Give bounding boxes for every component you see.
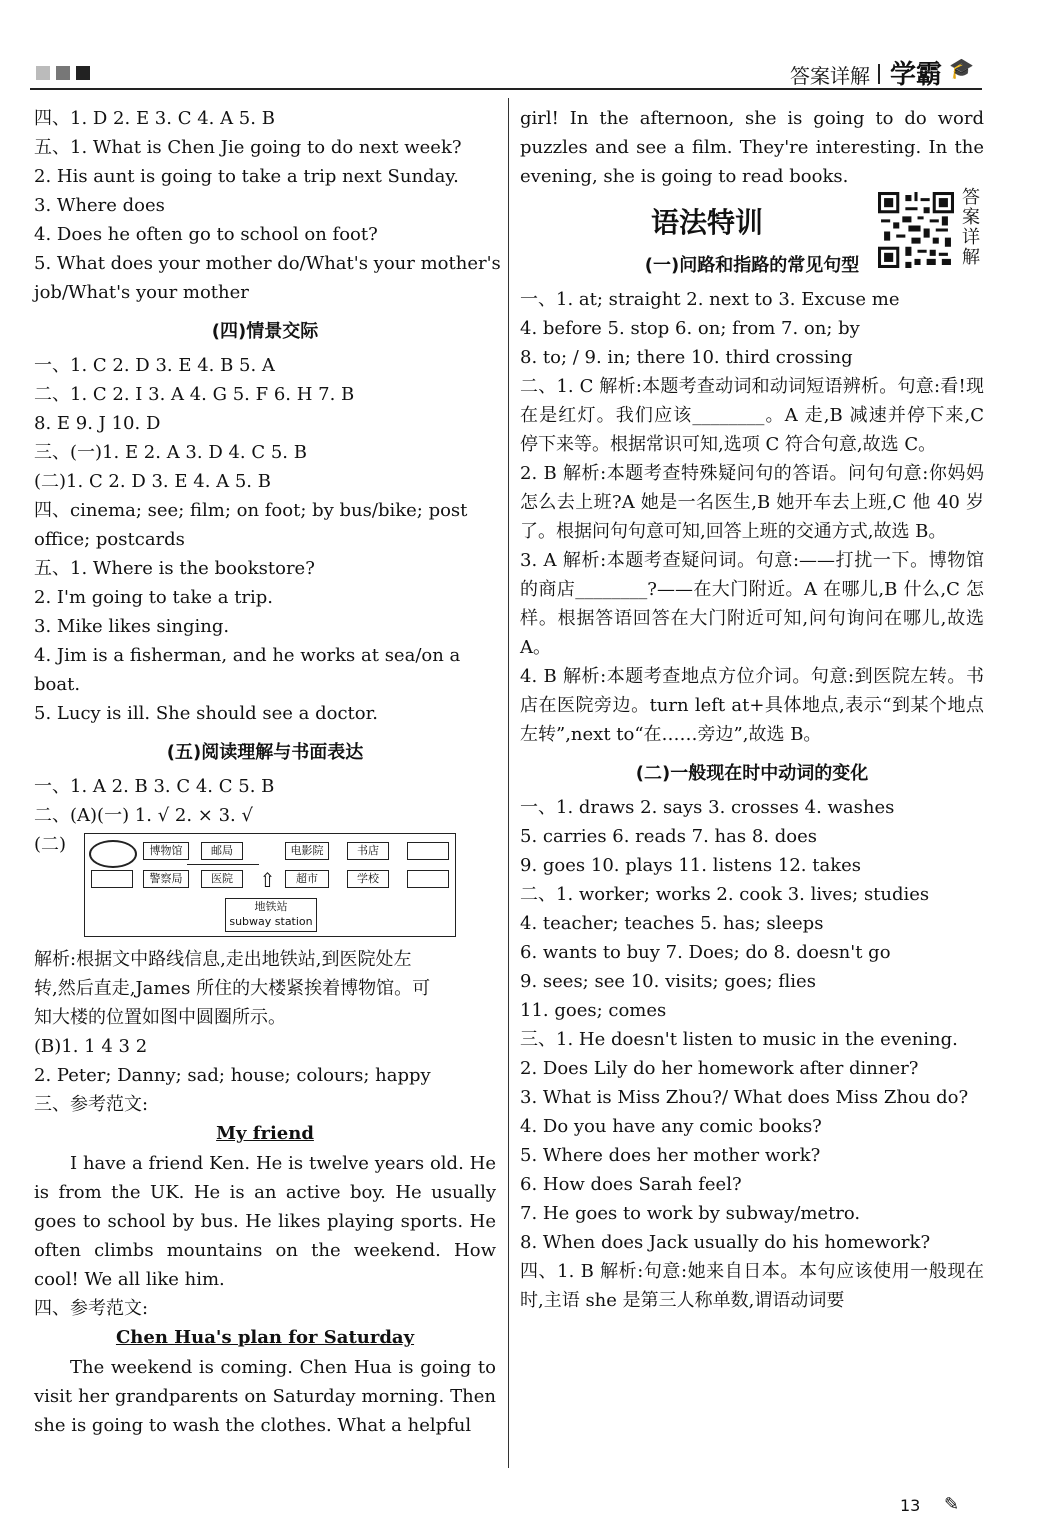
explain-line: 解析:根据文中路线信息,走出地铁站,到医院处左	[34, 949, 412, 970]
answer-line: 4. Do you have any comic books?	[520, 1116, 822, 1137]
answer-line: 三、1. He doesn't listen to music in the evening.	[520, 1029, 958, 1050]
map-supermarket: 超市	[285, 870, 329, 888]
answer-line: 二、1. C 2. I 3. A 4. G 5. F 6. H 7. B	[34, 384, 355, 405]
answer-line: 3. Mike likes singing.	[34, 616, 230, 637]
answer-line: 五、1. Where is the bookstore?	[34, 558, 315, 579]
essay-text: I have a friend Ken. He is twelve years old. He is from the UK. He is an active boy. He usually goes to school by bus. He likes playing sports. He often climbs mountains on the weekend. How cool! We all like him.	[34, 1153, 496, 1290]
answer-line: 一、1. A 2. B 3. C 4. C 5. B	[34, 776, 275, 797]
route-map	[84, 833, 456, 937]
answer-line: 6. How does Sarah feel?	[520, 1174, 742, 1195]
right-column	[520, 104, 984, 1315]
station-label-en: subway station	[229, 915, 313, 928]
map-police: 警察局	[143, 870, 189, 888]
explain-paragraph: 2. B 解析:本题考查特殊疑问句的答语。问句句意:你妈妈怎么去上班?A 她是一名医生,B 她开车去上班,C 他 40 岁了。根据问句句意可知,回答上班的交通方式,故选 B。	[520, 463, 984, 542]
map-hospital: 医院	[201, 870, 243, 888]
qr-side-char: 详	[962, 227, 980, 248]
header-divider	[878, 64, 880, 84]
answer-line: 3. What is Miss Zhou?/ What does Miss Zhou do?	[520, 1087, 969, 1108]
page-number: 13	[900, 1496, 921, 1515]
answer-line: 3. Where does	[34, 195, 165, 216]
answer-line: 6. wants to buy 7. Does; do 8. doesn't go	[520, 942, 891, 963]
answer-line: 一、1. draws 2. says 3. crosses 4. washes	[520, 797, 895, 818]
section-big-title: 语法特训	[650, 206, 763, 239]
answer-line: 7. He goes to work by subway/metro.	[520, 1203, 861, 1224]
answer-line: 四、1. D 2. E 3. C 4. A 5. B	[34, 108, 275, 129]
answer-line: 4. Does he often go to school on foot?	[34, 224, 378, 245]
explain-paragraph: 3. A 解析:本题考查疑问词。句意:——打扰一下。博物馆的商店________?——在大门附近。A 在哪儿,B 什么,C 怎样。根据答语回答在大门附近可知,问句询问在哪儿,故选 A。	[520, 550, 984, 658]
section-title: (五)阅读理解与书面表达	[166, 742, 364, 763]
essay-text: girl! In the afternoon, she is going to do word puzzles and see a film. They're interesting. In the evening, she is going to read books.	[520, 108, 984, 187]
answer-line: 二、(A)(一) 1. √ 2. × 3. √	[34, 805, 253, 826]
answer-line: office; postcards	[34, 529, 185, 550]
answer-line: 四、参考范文:	[34, 1298, 149, 1319]
up-arrow-icon: ⇧	[259, 868, 276, 892]
map-post-office: 邮局	[201, 842, 243, 860]
explain-line: 转,然后直走,James 所住的大楼紧挨着博物馆。可	[34, 978, 431, 999]
answer-line: boat.	[34, 674, 81, 695]
answer-line: 8. to; / 9. in; there 10. third crossing	[520, 347, 853, 368]
answer-line: 2. I'm going to take a trip.	[34, 587, 274, 608]
building-circle	[89, 840, 137, 868]
explain-line: 知大楼的位置如图中圆圈所示。	[34, 1007, 286, 1028]
section-title: (二)一般现在时中动词的变化	[635, 763, 869, 784]
essay-title: Chen Hua's plan for Saturday	[115, 1327, 415, 1348]
answer-line: 二、1. worker; works 2. cook 3. lives; studies	[520, 884, 930, 905]
answer-line: 三、(一)1. E 2. A 3. D 4. C 5. B	[34, 442, 307, 463]
map-cinema: 电影院	[285, 842, 329, 860]
answer-line: 2. Peter; Danny; sad; house; colours; happy	[34, 1065, 431, 1086]
explain-paragraph: 4. B 解析:本题考查地点方位介词。句意:到医院左转。书店在医院旁边。turn left at+具体地点,表示“到某个地点左转”,next to“在……旁边”,故选 B。	[520, 666, 984, 745]
answer-line: 9. sees; see 10. visits; goes; flies	[520, 971, 816, 992]
header-square-icon	[36, 66, 50, 80]
map-subway-station	[225, 898, 317, 932]
answer-line: 4. Jim is a fisherman, and he works at sea/on a	[34, 645, 461, 666]
header-square-icon	[56, 66, 70, 80]
route-line	[187, 864, 259, 865]
answer-line: 一、1. at; straight 2. next to 3. Excuse me	[520, 289, 900, 310]
map-bookstore: 书店	[347, 842, 389, 860]
map-museum: 博物馆	[143, 842, 189, 860]
qr-side-label	[960, 188, 982, 268]
header-title: 答案详解	[790, 64, 870, 88]
column-divider	[508, 98, 509, 1468]
answer-line: 三、参考范文:	[34, 1094, 149, 1115]
header-square-icon	[76, 66, 90, 80]
qr-side-char: 答	[962, 187, 980, 208]
section-title: (四)情景交际	[211, 321, 319, 342]
map-school: 学校	[347, 870, 389, 888]
answer-line: 8. E 9. J 10. D	[34, 413, 161, 434]
page-header	[30, 56, 982, 90]
map-empty-box	[91, 870, 133, 888]
answer-line: 五、1. What is Chen Jie going to do next week?	[34, 137, 462, 158]
qr-code-icon[interactable]	[878, 192, 954, 268]
explain-paragraph: 四、1. B 解析:句意:她来自日本。本句应该使用一般现在时,主语 she 是第三人称单数,谓语动词要	[520, 1261, 984, 1311]
answer-line: 8. When does Jack usually do his homework?	[520, 1232, 931, 1253]
answer-line: job/What's your mother	[34, 282, 249, 303]
explain-paragraph: 二、1. C 解析:本题考查动词和动词短语辨析。句意:看!现在是红灯。我们应该________。A 走,B 减速并停下来,C 停下来等。根据常识可知,选项 C 符合句意,故选 C。	[520, 376, 984, 455]
essay-text: The weekend is coming. Chen Hua is going to visit her grandparents on Saturday morning. Then she is going to wash the clothes. What a helpful	[34, 1357, 496, 1436]
answer-line: 5. Lucy is ill. She should see a doctor.	[34, 703, 378, 724]
station-label-cn: 地铁站	[254, 900, 288, 913]
map-label: (二)	[34, 834, 67, 855]
map-empty-box	[407, 842, 449, 860]
answer-line: 9. goes 10. plays 11. listens 12. takes	[520, 855, 861, 876]
qr-side-char: 案	[962, 207, 980, 228]
essay-title: My friend	[216, 1123, 314, 1144]
answer-line: (B)1. 1 4 3 2	[34, 1036, 148, 1057]
section-title: (一)问路和指路的常见句型	[644, 255, 860, 276]
answer-line: 2. His aunt is going to take a trip next Sunday.	[34, 166, 459, 187]
left-column	[34, 104, 501, 1440]
answer-line: 2. Does Lily do her homework after dinner?	[520, 1058, 919, 1079]
answer-line: 5. What does your mother do/What's your mother's	[34, 253, 501, 274]
brand-logo: 学霸	[889, 60, 942, 90]
answer-line: 11. goes; comes	[520, 1000, 667, 1021]
qr-side-char: 解	[962, 247, 980, 268]
graduation-cap-icon: 🎓	[949, 56, 974, 80]
map-empty-box	[407, 870, 449, 888]
answer-line: 一、1. C 2. D 3. E 4. B 5. A	[34, 355, 275, 376]
answer-line: (二)1. C 2. D 3. E 4. A 5. B	[34, 471, 271, 492]
answer-line: 四、cinema; see; film; on foot; by bus/bike; post	[34, 500, 468, 521]
answer-line: 5. carries 6. reads 7. has 8. does	[520, 826, 817, 847]
answer-line: 4. teacher; teaches 5. has; sleeps	[520, 913, 824, 934]
pencil-icon: ✎	[944, 1494, 960, 1515]
answer-line: 5. Where does her mother work?	[520, 1145, 821, 1166]
answer-line: 4. before 5. stop 6. on; from 7. on; by	[520, 318, 860, 339]
